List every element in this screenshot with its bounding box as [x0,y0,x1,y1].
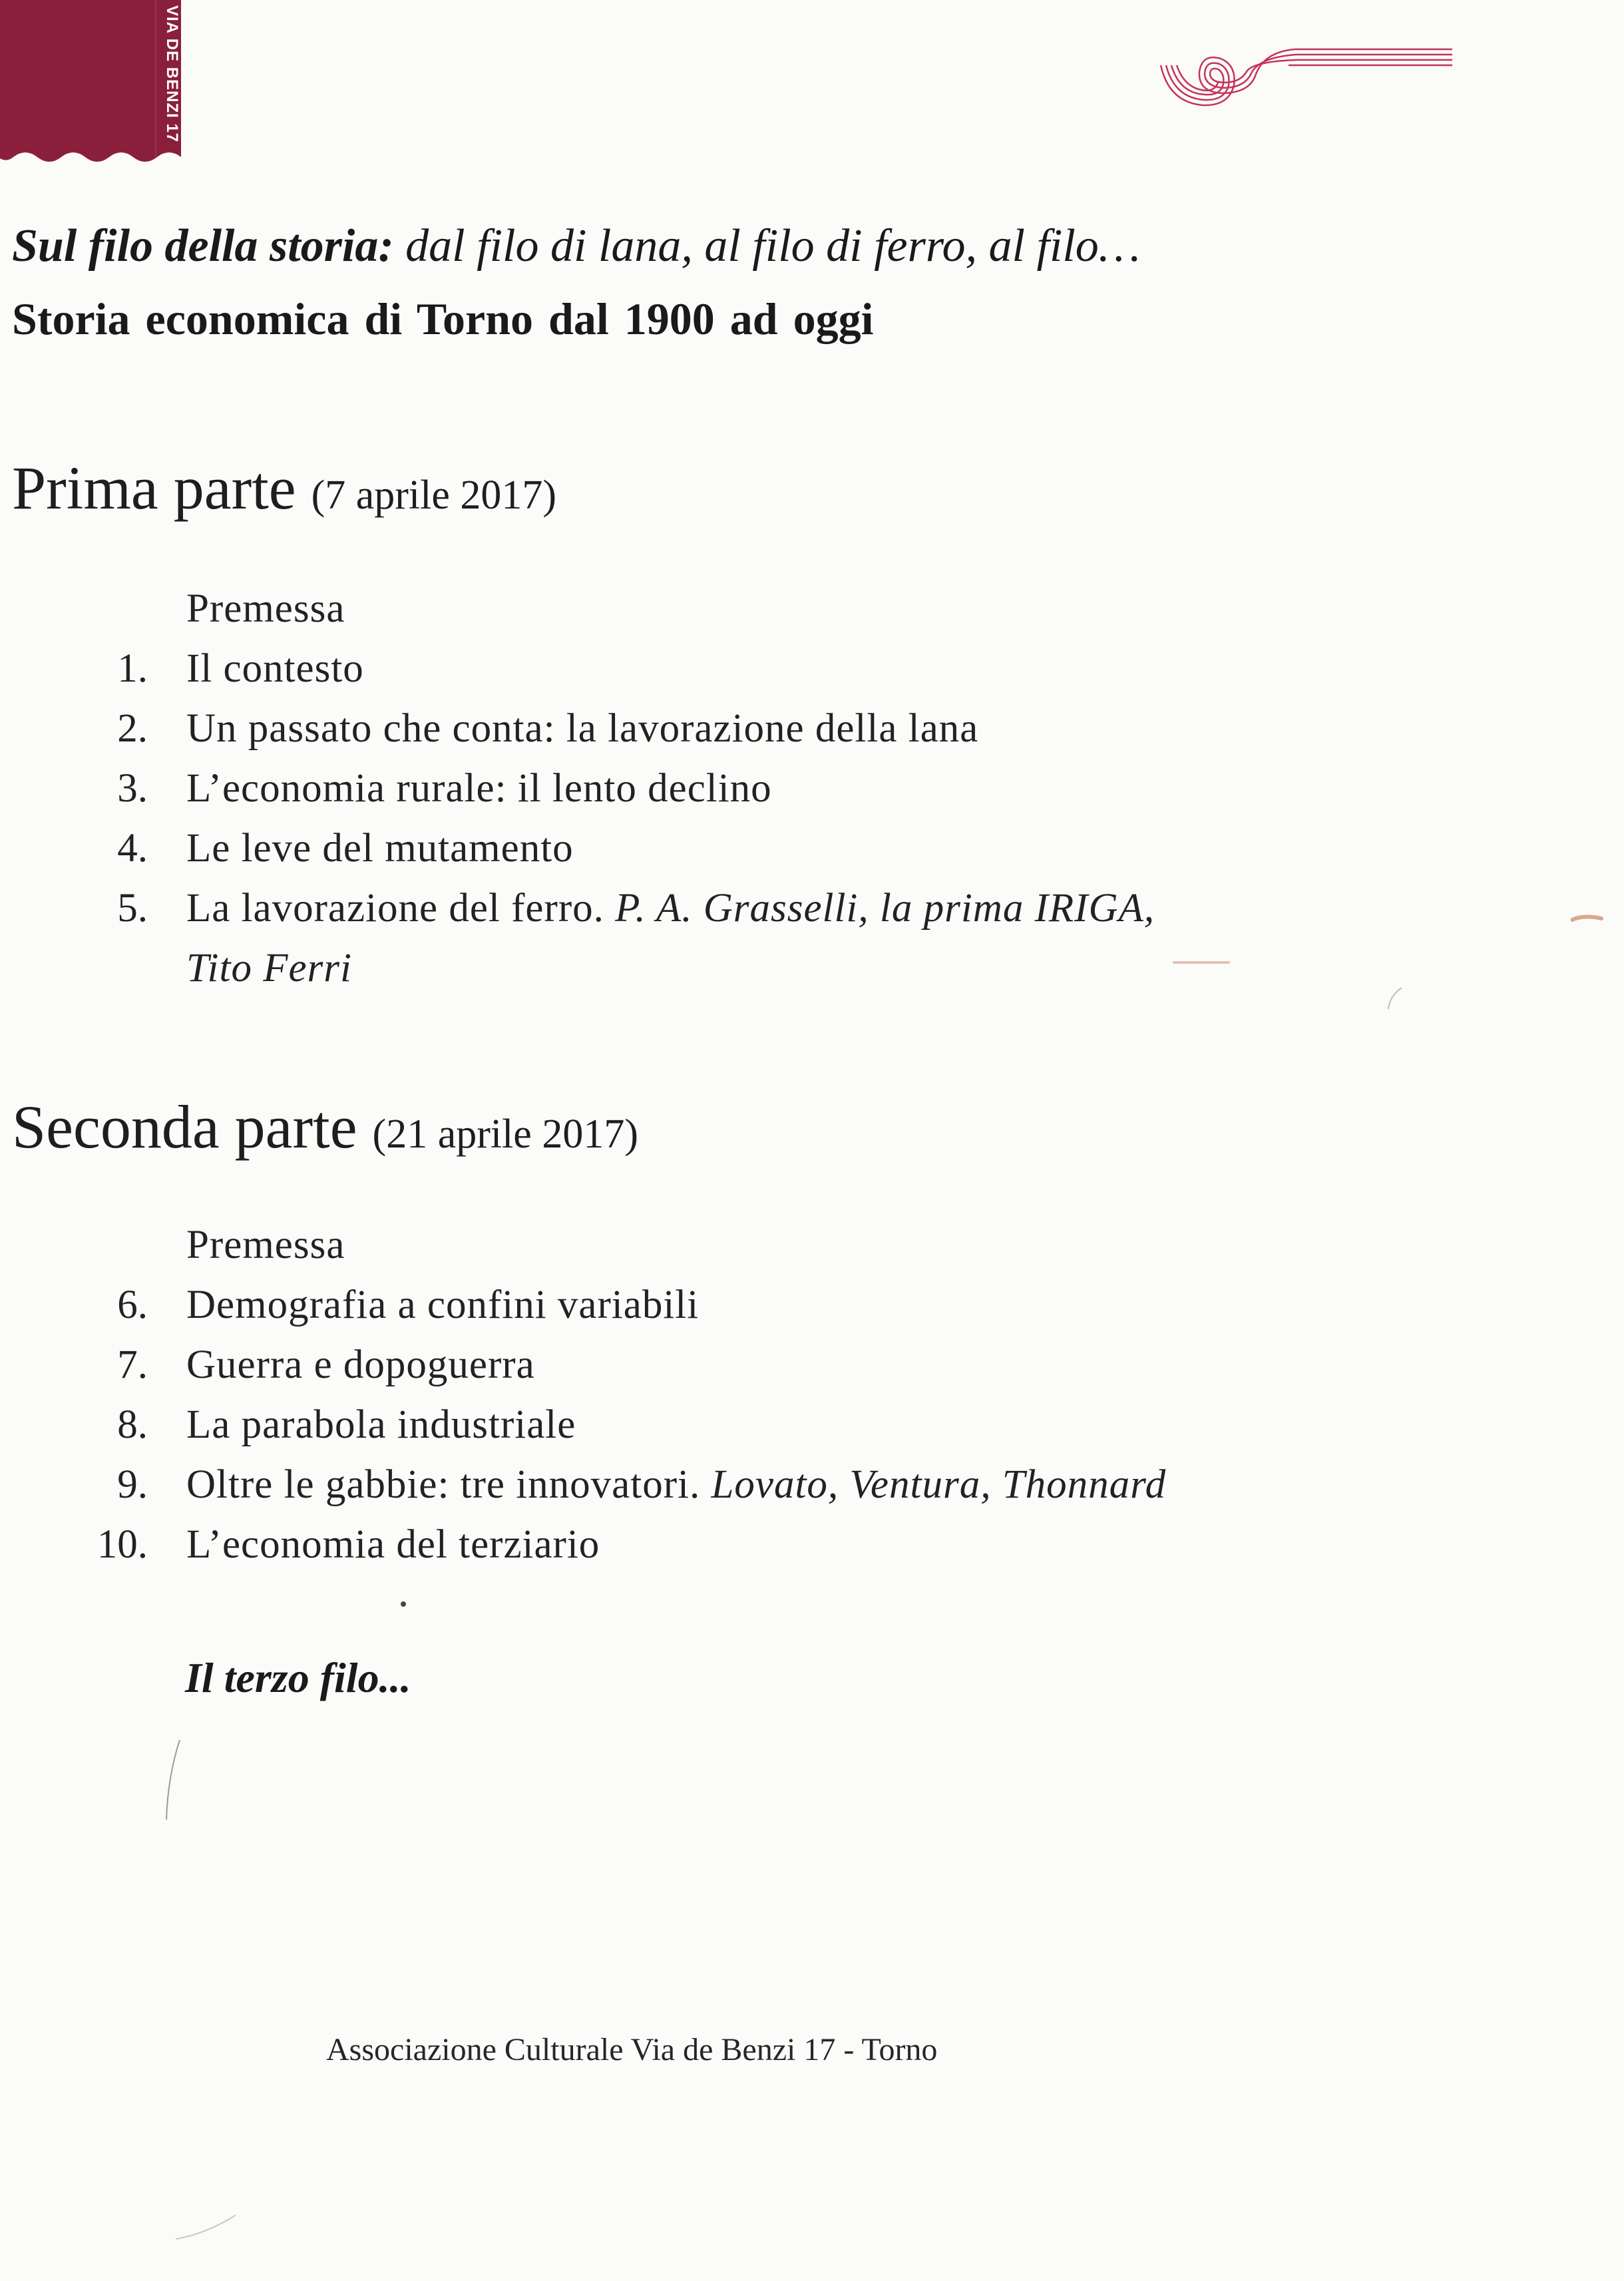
toc-text: Guerra e dopoguerra [186,1343,535,1387]
toc-text: Demografia a confini variabili [186,1283,700,1327]
scan-mark [1171,958,1231,966]
document-subtitle: Storia economica di Torno dal 1900 ad oggi [12,294,874,344]
toc-number: 3. [117,766,148,811]
part-title: Prima parte [12,454,296,522]
toc-number: 10. [97,1522,148,1567]
title-italic: dal filo di lana, al filo di ferro, al filo… [405,220,1141,272]
scan-mark [397,1597,410,1611]
scan-mark [173,2210,240,2243]
toc-text: L’economia rurale: il lento declino [186,766,772,811]
toc-text: Premessa [186,586,345,631]
part-date: (7 aprile 2017) [311,473,557,518]
part-heading-prima [12,453,556,523]
scan-mark [1571,912,1604,925]
toc-number: 7. [117,1343,148,1387]
part-heading-seconda [12,1092,638,1162]
toc-number: 5. [117,886,148,931]
toc-text: Premessa [186,1223,345,1267]
toc-text: Il contesto [186,646,364,691]
toc-text: La parabola industriale [186,1402,576,1447]
toc-number: 4. [117,826,148,871]
toc-number: 8. [117,1402,148,1447]
part-date: (21 aprile 2017) [372,1112,638,1157]
toc-text: La lavorazione del ferro. P. A. Grasselli, la prima IRIGA, [186,886,1155,931]
document-title [12,220,1140,273]
logo-shape [0,0,181,166]
toc-number: 6. [117,1283,148,1327]
toc-text: Un passato che conta: la lavorazione della lana [186,706,979,751]
thread-ornament-icon [1155,39,1455,118]
toc-text: Tito Ferri [186,946,352,990]
logo-text: VIA DE BENZI 17 [163,5,181,143]
toc-text: Le leve del mutamento [186,826,574,871]
scan-mark [160,1737,186,1824]
title-bold: Sul filo della storia: [12,220,394,272]
toc-number: 2. [117,706,148,751]
corner-logo [0,0,181,166]
footer-association: Associazione Culturale Via de Benzi 17 - Torno [326,2032,938,2067]
toc-text: L’economia del terziario [186,1522,600,1567]
closing-line: Il terzo filo... [185,1654,411,1701]
toc-number: 1. [117,646,148,691]
toc-text: Oltre le gabbie: tre innovatori. Lovato, Ventura, Thonnard [186,1462,1167,1507]
toc-number: 9. [117,1462,148,1507]
part-title: Seconda parte [12,1093,357,1161]
scan-mark [1384,985,1404,1012]
